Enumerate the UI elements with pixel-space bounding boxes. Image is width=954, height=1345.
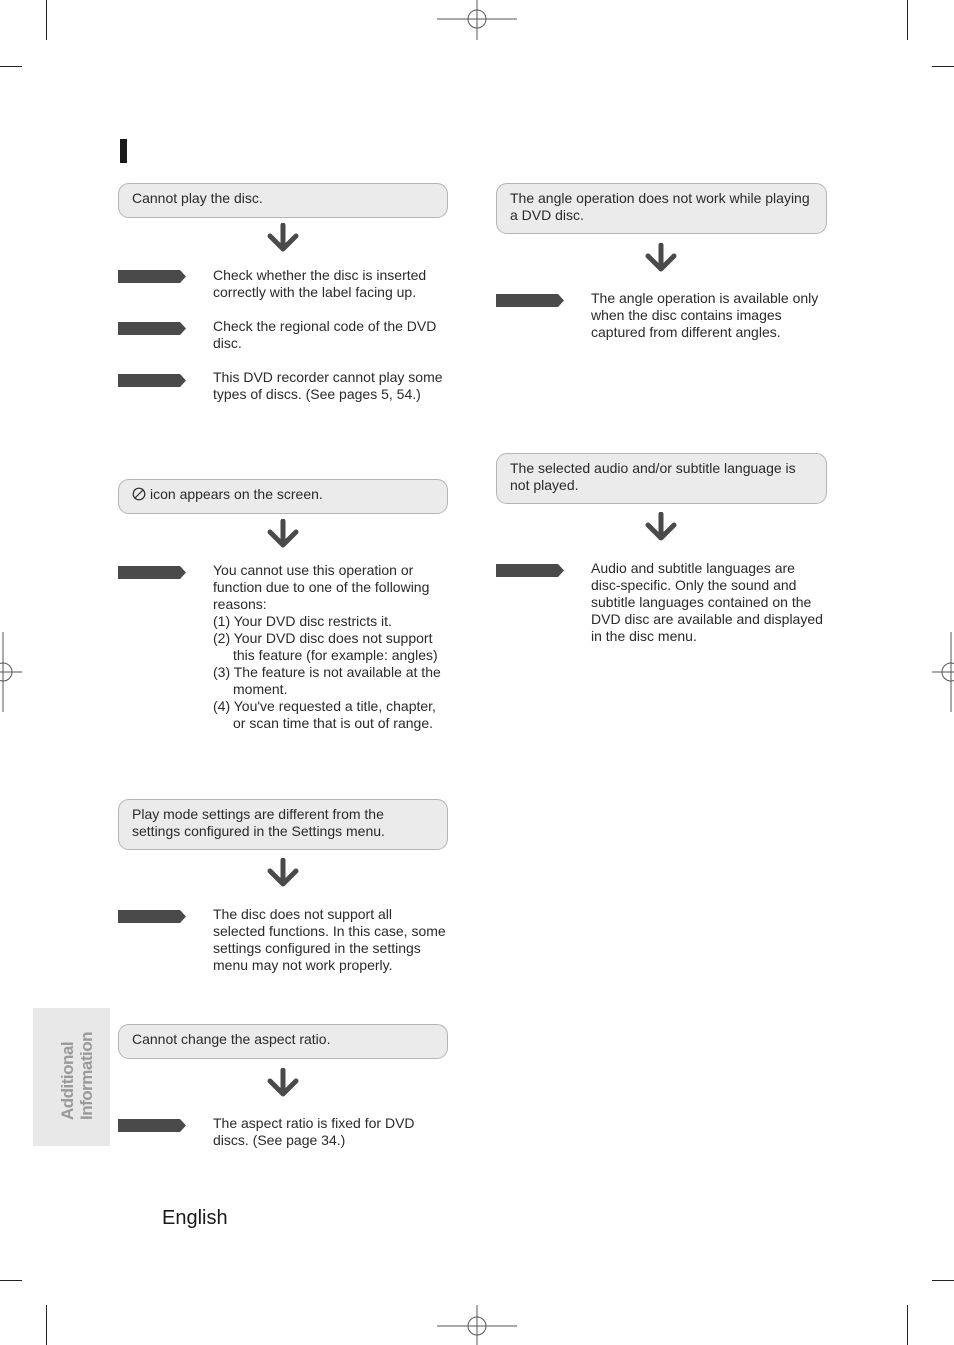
answer-text: This DVD recorder cannot play some types of discs. (See pages 5, 54.) [213, 369, 443, 402]
answer-intro: You cannot use this operation or function due to one of the following reasons: [213, 562, 430, 612]
list-item: (1) Your DVD disc restricts it. [213, 613, 392, 629]
answer-text: The aspect ratio is fixed for DVD discs. (See page 34.) [213, 1115, 415, 1148]
solution-tag-icon [496, 294, 564, 307]
answer-text: Audio and subtitle languages are disc-specific. Only the sound and subtitle languages contained on the DVD disc are available and displayed in the disc menu. [591, 560, 823, 644]
problem-box-cannot-play [118, 183, 448, 218]
list-item: (2) Your DVD disc does not support this feature (for example: angles) [213, 630, 438, 663]
crop-mark [932, 66, 954, 67]
problem-box-prohibited-icon [118, 479, 448, 514]
answer-text: The angle operation is available only when the disc contains images captured from different angles. [591, 290, 819, 340]
section-title-bar [120, 139, 127, 163]
side-tab-line2: Information [77, 1032, 96, 1120]
side-tab-label [58, 1032, 96, 1120]
problem-box-aspect-ratio [118, 1024, 448, 1059]
answer-text [213, 562, 449, 732]
solution-tag-icon [118, 1119, 186, 1132]
registration-mark-icon [0, 632, 22, 712]
side-tab-line1: Additional [58, 1041, 77, 1120]
solution-tag-icon [118, 566, 186, 579]
down-arrow-icon [644, 243, 678, 273]
solution-tag-icon [118, 910, 186, 923]
prohibited-icon [132, 487, 146, 501]
answer-text: Check the regional code of the DVD disc. [213, 318, 437, 351]
reason-list [213, 613, 449, 732]
registration-mark-icon [932, 632, 954, 712]
solution-tag-icon [118, 374, 186, 387]
problem-title: The selected audio and/or subtitle language is not played. [510, 460, 796, 493]
registration-mark-icon [437, 1305, 517, 1345]
problem-box-audio-subtitle [496, 453, 827, 504]
down-arrow-icon [266, 223, 300, 253]
problem-title: The angle operation does not work while playing a DVD disc. [510, 190, 810, 223]
answer-text: Check whether the disc is inserted correctly with the label facing up. [213, 267, 427, 300]
registration-mark-icon [437, 0, 517, 40]
down-arrow-icon [266, 858, 300, 888]
solution-tag-icon [118, 270, 186, 283]
crop-mark [907, 0, 908, 40]
footer-language: English [162, 1207, 228, 1229]
list-item: (3) The feature is not available at the moment. [213, 664, 441, 697]
problem-title: Cannot change the aspect ratio. [132, 1031, 331, 1047]
down-arrow-icon [266, 519, 300, 549]
problem-title: icon appears on the screen. [150, 486, 323, 502]
answer-text: The disc does not support all selected functions. In this case, some settings configured in the settings menu may not work properly. [213, 906, 446, 973]
crop-mark [932, 1280, 954, 1281]
problem-box-angle [496, 183, 827, 234]
solution-tag-icon [118, 322, 186, 335]
crop-mark [907, 1305, 908, 1345]
crop-mark [0, 66, 22, 67]
problem-title: Play mode settings are different from the settings configured in the Settings menu. [132, 806, 385, 839]
down-arrow-icon [644, 512, 678, 542]
problem-box-play-mode [118, 799, 448, 850]
crop-mark [0, 1280, 22, 1281]
down-arrow-icon [266, 1068, 300, 1098]
crop-mark [46, 0, 47, 40]
problem-title: Cannot play the disc. [132, 190, 263, 206]
solution-tag-icon [496, 564, 564, 577]
list-item: (4) You've requested a title, chapter, or scan time that is out of range. [213, 698, 436, 731]
crop-mark [46, 1305, 47, 1345]
